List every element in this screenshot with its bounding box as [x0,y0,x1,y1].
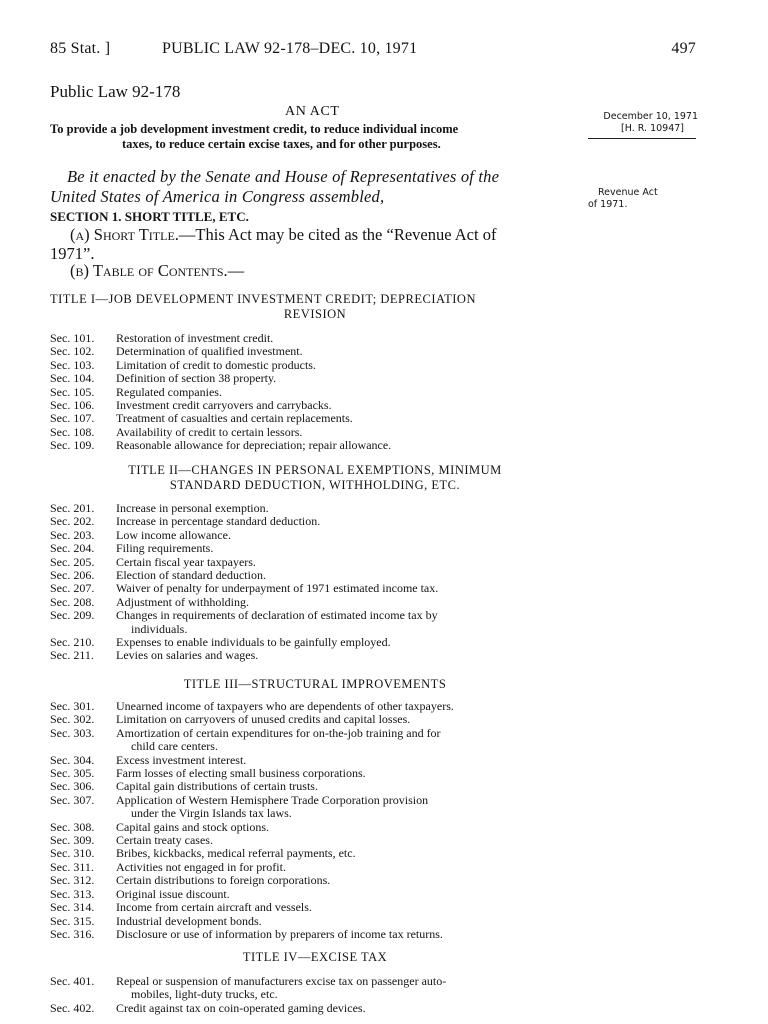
section-caption: Waiver of penalty for underpayment of 1971 estimated income tax. [116,581,439,596]
section-number: Sec. 101. [50,331,95,345]
section-number: Sec. 207. [50,581,95,596]
section-caption: Changes in requirements of declaration of estimated income tax by [116,608,438,623]
section-number: Sec. 301. [50,699,95,713]
toc-entry [50,542,582,555]
enactment-date: December 10, 1971 [603,111,698,122]
enacting-line-2: United States of America in Congress assembled, [50,187,385,206]
section-caption-continuation: individuals. [131,621,188,636]
section-caption: Definition of section 38 property. [116,371,277,386]
section-number: Sec. 205. [50,554,95,569]
section-caption: Original issue discount. [116,886,230,901]
section-number: Sec. 208. [50,594,95,609]
section-caption: Certain distributions to foreign corporations. [116,873,331,888]
toc-entry [50,861,582,874]
section-caption: Excess investment interest. [116,752,247,767]
section-caption: Increase in percentage standard deduction. [116,514,321,529]
section-number: Sec. 302. [50,712,95,727]
toc-entry [50,609,582,636]
section-caption: Certain fiscal year taxpayers. [116,554,256,569]
enacting-line-1: Be it enacted by the Senate and House of Representatives of the [67,167,500,186]
section-number: Sec. 211. [50,648,94,663]
section-caption: Reasonable allowance for depreciation; repair allowance. [116,438,392,453]
section-number: Sec. 109. [50,438,95,453]
toc-entry [50,1002,582,1015]
toc-entry [50,928,582,941]
section-caption: Low income allowance. [116,527,231,542]
toc-entry [50,399,582,412]
toc-entry [50,888,582,901]
section-number: Sec. 306. [50,779,95,794]
section-caption: Filing requirements. [116,541,214,556]
an-act-heading: AN ACT [285,104,340,119]
section-number: Sec. 105. [50,384,95,399]
section-number: Sec. 402. [50,1000,95,1015]
section-number: Sec. 206. [50,568,95,583]
enacting-clause [50,167,580,207]
toc-entry [50,834,582,847]
section-caption: Capital gains and stock options. [116,819,269,834]
revenue-note-line-2: of 1971. [588,199,628,210]
section-1-heading: SECTION 1. SHORT TITLE, ETC. [50,209,249,224]
section-caption: Activities not engaged in for profit. [116,859,286,874]
bill-number: [H. R. 10947] [621,123,684,134]
section-caption: Determination of qualified investment. [116,344,303,359]
title-3-section-list [50,700,582,941]
title-2-heading-line-2: STANDARD DEDUCTION, WITHHOLDING, ETC. [169,478,461,492]
toc-entry [50,515,582,528]
toc-entry [50,596,582,609]
section-caption: Restoration of investment credit. [116,331,274,345]
toc-entry [50,847,582,860]
section-number: Sec. 313. [50,886,95,901]
running-head [50,40,696,62]
title-4-heading-line-1: TITLE IV—EXCISE TAX [242,950,388,964]
toc-entry [50,901,582,914]
section-caption: Limitation on carryovers of unused credits and capital losses. [116,712,411,727]
section-caption: Application of Western Hemisphere Trade Corporation provision [116,792,429,807]
section-number: Sec. 316. [50,926,95,941]
title-1-section-list [50,332,582,453]
section-caption: Repeal or suspension of manufacturers excise tax on passenger auto- [116,974,447,988]
section-caption: Farm losses of electing small business corporations. [116,766,366,781]
toc-entry [50,636,582,649]
act-purpose [50,122,580,152]
title-1-heading-line-2: REVISION [283,307,347,321]
title-3-heading [50,677,580,692]
section-caption: Investment credit carryovers and carrybacks. [116,398,332,413]
short-title-text-1: —This Act may be cited as the “Revenue Act of [178,225,497,244]
toc-entry [50,821,582,834]
toc-entry [50,794,582,821]
section-caption: Credit against tax on coin-operated gaming devices. [116,1000,366,1015]
section-caption: Industrial development bonds. [116,913,262,928]
section-number: Sec. 308. [50,819,95,834]
section-number: Sec. 307. [50,792,95,807]
section-number: Sec. 103. [50,357,95,372]
section-number: Sec. 311. [50,859,94,874]
public-law-number: Public Law 92-178 [50,82,181,101]
section-caption: Adjustment of withholding. [116,594,249,609]
section-number: Sec. 210. [50,635,95,650]
toc-entry [50,780,582,793]
section-number: Sec. 303. [50,725,95,740]
revenue-note-line-1: Revenue Act [598,187,658,198]
toc-label: (b) Table of Contents. [70,261,228,280]
section-caption-continuation: mobiles, light-duty trucks, etc. [131,987,278,1002]
section-number: Sec. 106. [50,398,95,413]
toc-entry [50,372,582,385]
toc-entry [50,412,582,425]
short-title-text-2: 1971”. [50,244,95,263]
section-number: Sec. 209. [50,608,95,623]
toc-entry [50,345,582,358]
section-caption: Limitation of credit to domestic products. [116,357,316,372]
section-number: Sec. 309. [50,833,95,848]
section-number: Sec. 203. [50,527,95,542]
statute-volume: 85 Stat. ] [50,40,111,57]
title-4-heading [50,950,580,965]
section-number: Sec. 107. [50,411,95,426]
title-2-section-list [50,502,582,663]
toc-dash: — [227,261,245,280]
toc-entry [50,439,582,452]
section-caption: Amortization of certain expenditures for on-the-job training and for [116,725,441,740]
title-4-section-list [50,975,582,1015]
short-title-paragraph [50,225,580,263]
section-caption: Disclosure or use of information by preparers of income tax returns. [116,926,443,941]
title-2-heading [50,463,580,493]
section-number: Sec. 108. [50,424,95,439]
section-caption: Increase in personal exemption. [116,501,269,515]
toc-entry [50,426,582,439]
section-number: Sec. 401. [50,974,95,988]
toc-entry [50,556,582,569]
section-caption: Capital gain distributions of certain trusts. [116,779,318,794]
toc-entry [50,975,582,1002]
title-2-heading-line-1: TITLE II—CHANGES IN PERSONAL EXEMPTIONS, MINIMUM [128,463,502,477]
toc-entry [50,569,582,582]
section-number: Sec. 310. [50,846,95,861]
title-3-heading-line-1: TITLE III—STRUCTURAL IMPROVEMENTS [183,677,447,691]
section-caption-continuation: under the Virgin Islands tax laws. [131,806,292,821]
toc-entry [50,502,582,515]
section-caption: Unearned income of taxpayers who are dependents of other taxpayers. [116,699,454,713]
section-caption: Election of standard deduction. [116,568,266,583]
date-margin-note [586,111,698,135]
title-1-heading-line-1: TITLE I—JOB DEVELOPMENT INVESTMENT CREDIT; DEPRECIATION [50,292,476,306]
toc-entry [50,332,582,345]
running-head-law: PUBLIC LAW 92-178–DEC. 10, 1971 [162,40,418,57]
toc-entry [50,582,582,595]
toc-entry [50,713,582,726]
section-number: Sec. 104. [50,371,95,386]
section-number: Sec. 202. [50,514,95,529]
title-1-heading [50,292,580,322]
section-caption: Bribes, kickbacks, medical referral payments, etc. [116,846,356,861]
section-number: Sec. 315. [50,913,95,928]
section-number: Sec. 204. [50,541,95,556]
table-of-contents-label [70,261,244,281]
section-number: Sec. 304. [50,752,95,767]
page-number: 497 [671,40,696,57]
short-title-label: (a) Short Title. [70,225,179,244]
section-caption: Expenses to enable individuals to be gainfully employed. [116,635,391,650]
toc-entry [50,529,582,542]
section-number: Sec. 312. [50,873,95,888]
section-caption: Income from certain aircraft and vessels. [116,900,312,915]
section-caption: Levies on salaries and wages. [116,648,259,663]
toc-entry [50,754,582,767]
margin-rule [588,138,696,139]
section-number: Sec. 305. [50,766,95,781]
section-caption: Regulated companies. [116,384,222,399]
section-caption-continuation: child care centers. [131,739,218,754]
section-caption: Treatment of casualties and certain replacements. [116,411,353,426]
toc-entry [50,727,582,754]
toc-entry [50,915,582,928]
section-number: Sec. 102. [50,344,95,359]
purpose-line-1: To provide a job development investment credit, to reduce individual income [50,122,459,136]
toc-entry [50,874,582,887]
toc-entry [50,767,582,780]
toc-entry [50,700,582,713]
section-number: Sec. 201. [50,501,95,515]
toc-entry [50,649,582,662]
section-caption: Availability of credit to certain lessors. [116,424,303,439]
toc-entry [50,386,582,399]
purpose-line-2: taxes, to reduce certain excise taxes, and for other purposes. [122,137,441,151]
revenue-act-margin-note [588,187,688,211]
section-caption: Certain treaty cases. [116,833,213,848]
section-number: Sec. 314. [50,900,95,915]
toc-entry [50,359,582,372]
